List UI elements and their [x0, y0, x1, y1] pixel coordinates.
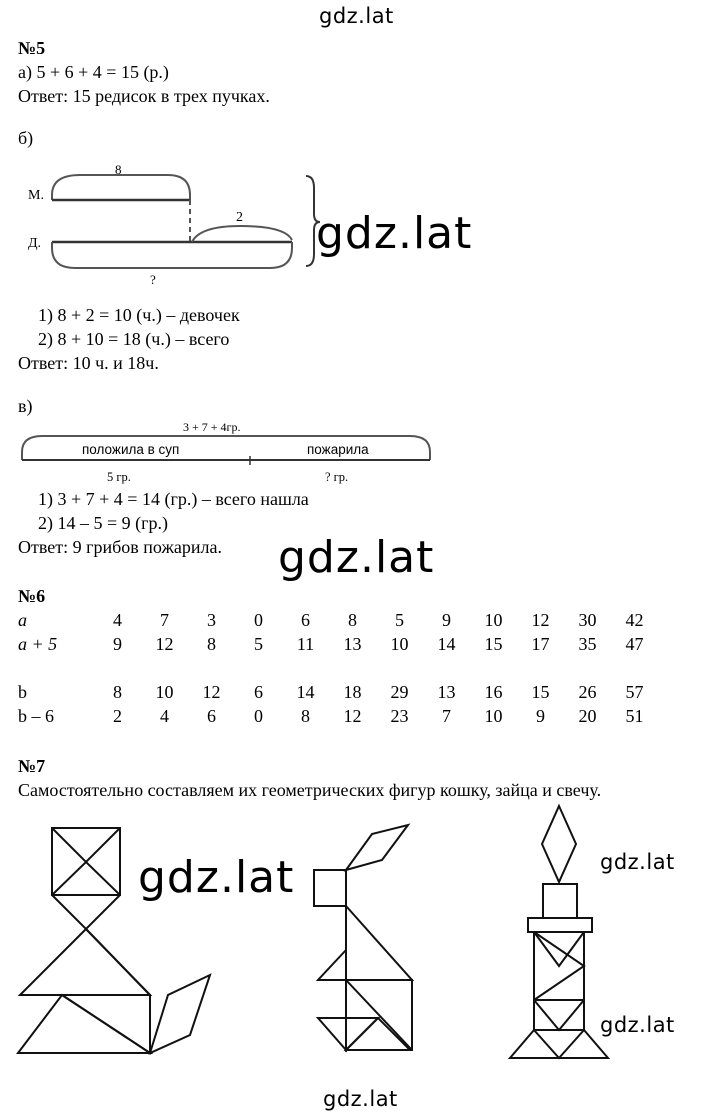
diagram-b-total: ?	[150, 272, 156, 287]
table-cell: 8	[207, 633, 216, 654]
diagram-v-right-text: пожарила	[307, 442, 369, 457]
table-cell: 14	[296, 681, 315, 702]
diagram-v-right-value: ? гр.	[325, 470, 349, 484]
diagram-b-row2-label: Д.	[28, 236, 42, 251]
table-cell: 7	[442, 705, 451, 726]
table-cell: 4	[160, 705, 169, 726]
task6-title: №6	[18, 586, 46, 606]
task5-title: №5	[18, 38, 46, 58]
table-cell: 35	[578, 633, 597, 654]
table-cell: 29	[390, 681, 409, 702]
table-cell: 6	[207, 705, 216, 726]
table-cell: 12	[202, 681, 221, 702]
task5-a-line: а) 5 + 6 + 4 = 15 (р.)	[18, 62, 169, 82]
table-cell: 8	[113, 681, 122, 702]
table-cell: 10	[390, 633, 409, 654]
table-cell: 6	[301, 609, 310, 630]
table-cell: 17	[531, 633, 550, 654]
table-cell: 9	[442, 609, 451, 630]
table-cell: 8	[348, 609, 357, 630]
task7-title: №7	[18, 756, 46, 776]
task5-b-label: б)	[18, 128, 34, 148]
table-cell: 51	[625, 705, 644, 726]
table-cell: 11	[296, 633, 315, 654]
table-cell: 10	[484, 705, 503, 726]
row-label: b	[18, 681, 27, 702]
watermark-figures-candle1: gdz.lat	[600, 850, 675, 874]
watermark-bottom: gdz.lat	[323, 1087, 398, 1111]
table-cell: 4	[113, 609, 122, 630]
task5-b-answer: Ответ: 10 ч. и 18ч.	[18, 353, 159, 373]
task5-b-step2: 2) 8 + 10 = 18 (ч.) – всего	[38, 329, 230, 349]
table-cell: 0	[254, 705, 263, 726]
table-cell: 20	[578, 705, 597, 726]
watermark-figures-candle2: gdz.lat	[600, 1013, 675, 1037]
table-cell: 10	[484, 609, 503, 630]
table-cell: 12	[531, 609, 550, 630]
table-cell: 0	[254, 609, 263, 630]
watermark-top: gdz.lat	[319, 4, 394, 28]
table-cell: 6	[254, 681, 263, 702]
table-cell: 2	[113, 705, 122, 726]
task5-a-answer: Ответ: 15 редисок в трех пучках.	[18, 86, 270, 106]
table-cell: 23	[390, 705, 409, 726]
table-cell: 16	[484, 681, 503, 702]
table-cell: 47	[625, 633, 644, 654]
row-label: a + 5	[18, 633, 58, 654]
table-cell: 9	[113, 633, 122, 654]
diagram-v-left-value: 5 гр.	[107, 470, 131, 484]
table-cell: 42	[625, 609, 644, 630]
table-cell: 5	[395, 609, 404, 630]
table-cell: 30	[578, 609, 597, 630]
table-cell: 15	[484, 633, 503, 654]
table-cell: 18	[343, 681, 362, 702]
task7-text: Самостоятельно составляем их геометрических фигур кошку, зайца и свечу.	[18, 780, 602, 800]
table-cell: 26	[578, 681, 597, 702]
table-cell: 12	[343, 705, 362, 726]
diagram-b-top-value: 8	[115, 162, 122, 177]
tangram-candle	[510, 806, 608, 1058]
task5-v-step1: 1) 3 + 7 + 4 = 14 (гр.) – всего нашла	[38, 489, 309, 509]
table-cell: 10	[155, 681, 174, 702]
tangram-hare	[314, 825, 412, 1050]
table-cell: 12	[155, 633, 174, 654]
row-label: b – 6	[18, 705, 54, 726]
watermark-mid1: gdz.lat	[316, 208, 473, 259]
watermark-figures-cat: gdz.lat	[138, 852, 295, 903]
table-cell: 7	[160, 609, 169, 630]
table-cell: 9	[536, 705, 545, 726]
task5-b-step1: 1) 8 + 2 = 10 (ч.) – девочек	[38, 305, 240, 325]
table-cell: 57	[625, 681, 644, 702]
task5-v-answer: Ответ: 9 грибов пожарила.	[18, 537, 223, 557]
task5-v-label: в)	[18, 396, 33, 416]
table-cell: 8	[301, 705, 310, 726]
table-cell: 13	[437, 681, 456, 702]
watermark-mid2: gdz.lat	[278, 532, 435, 583]
row-label: a	[18, 609, 27, 630]
task5-v-step2: 2) 14 – 5 = 9 (гр.)	[38, 513, 169, 533]
diagram-v-top: 3 + 7 + 4гр.	[183, 420, 241, 434]
table-cell: 14	[437, 633, 456, 654]
diagram-b-extra-value: 2	[236, 210, 243, 225]
table-cell: 3	[207, 609, 216, 630]
diagram-v-left-text: положила в суп	[82, 442, 180, 457]
table-cell: 13	[343, 633, 362, 654]
table-cell: 5	[254, 633, 263, 654]
diagram-b-row1-label: М.	[28, 188, 44, 203]
table-cell: 15	[531, 681, 550, 702]
